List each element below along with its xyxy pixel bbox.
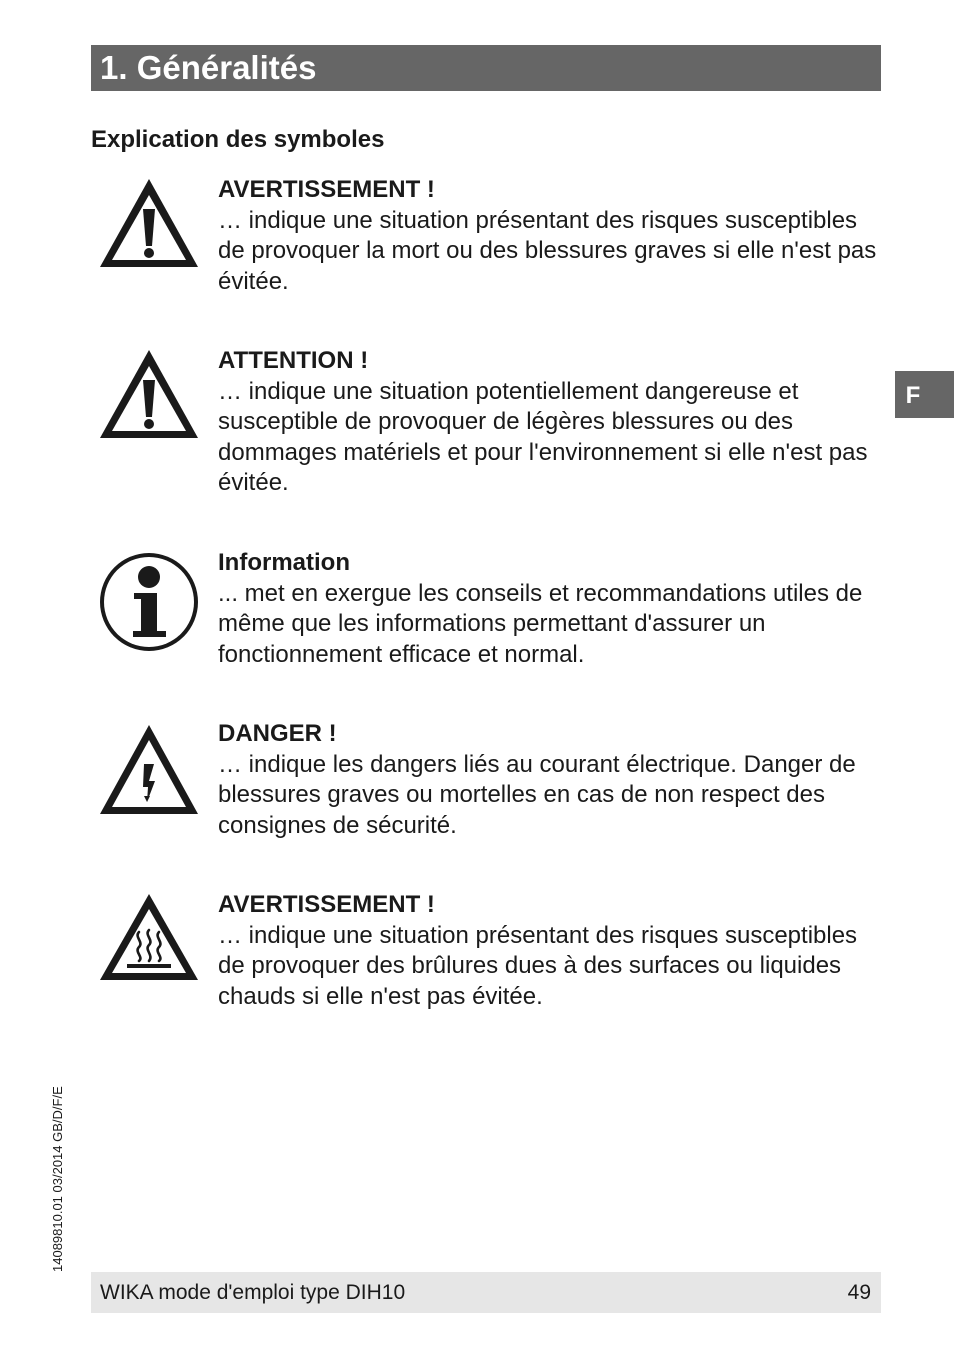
symbol-text [218, 719, 883, 841]
language-tab [895, 371, 954, 418]
footer [91, 1272, 881, 1313]
information-icon [97, 548, 201, 652]
electrical-hazard-icon [97, 719, 201, 823]
footer-title: WIKA mode d'emploi type DIH10 [100, 1281, 406, 1304]
symbol-description: … indique les dangers liés au courant électrique. Danger de blessures graves ou mortelles en cas de non respect des consignes de sécurité. [218, 750, 856, 839]
symbol-label: AVERTISSEMENT ! [218, 891, 435, 918]
symbol-label: ATTENTION ! [218, 347, 369, 374]
symbol-text [218, 890, 883, 1012]
symbol-description: … indique une situation présentant des risques susceptibles de provoquer des brûlures dues à des surfaces ou liquides chauds si elle n'est pas évitée. [218, 921, 858, 1010]
symbol-label: AVERTISSEMENT ! [218, 176, 435, 203]
symbol-text [218, 346, 883, 499]
page-number: 49 [847, 1281, 871, 1304]
symbol-description: ... met en exergue les conseils et recommandations utiles de même que les informations permettant d'assurer un fonctionnement efficace et normal. [218, 579, 863, 668]
symbol-description: … indique une situation présentant des risques susceptibles de provoquer la mort ou des blessures graves si elle n'est pas évitée. [218, 206, 877, 295]
symbol-label: DANGER ! [218, 720, 337, 747]
symbol-text [218, 548, 883, 670]
symbol-description: … indique une situation potentiellement dangereuse et susceptible de provoquer de légères blessures ou des dommages matériels et pour l'environnement si elle n'est pas évitée. [218, 377, 868, 497]
symbol-label: Information [218, 549, 350, 576]
document-number: 14089810.01 03/2014 GB/D/F/E [50, 1086, 65, 1272]
language-tab-label: F [905, 382, 921, 409]
chapter-header [91, 45, 881, 91]
symbol-text [218, 175, 883, 297]
hot-surface-icon [97, 890, 201, 994]
warning-triangle-icon [97, 175, 201, 279]
section-heading: Explication des symboles [91, 126, 385, 153]
chapter-title: 1. Généralités [100, 49, 317, 86]
caution-triangle-icon [97, 346, 201, 450]
